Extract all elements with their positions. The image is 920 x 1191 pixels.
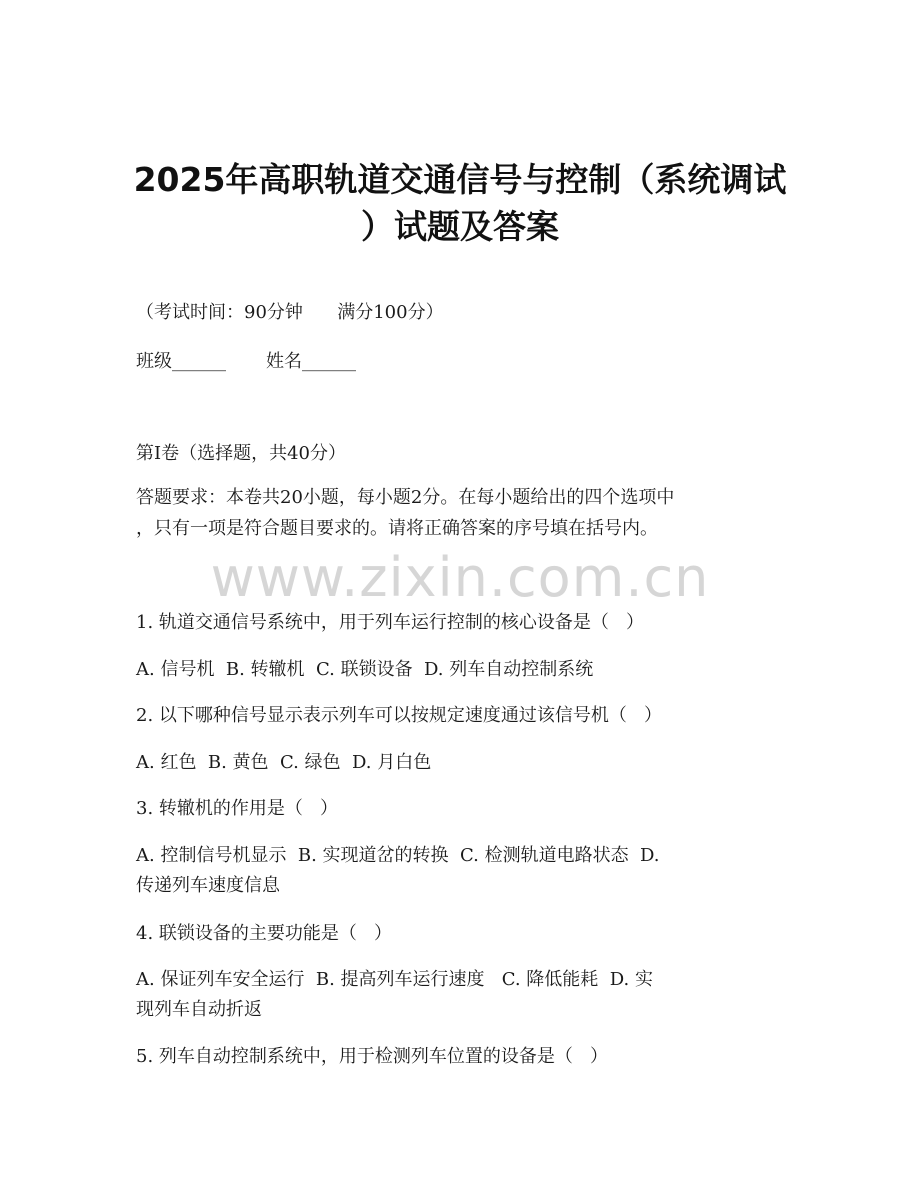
question-2-options: A. 红色 B. 黄色 C. 绿色 D. 月白色	[136, 752, 432, 773]
class-name-fields: 班级______ 姓名______	[136, 351, 357, 372]
document-title-line2: ）试题及答案	[361, 207, 559, 246]
exam-info: （考试时间：90分钟 满分100分）	[136, 302, 444, 323]
question-4-options-line2: 现列车自动折返	[136, 999, 262, 1020]
question-3-stem: 3. 转辙机的作用是（ ）	[136, 798, 339, 819]
question-3-options-line2: 传递列车速度信息	[136, 875, 280, 896]
question-4-options-line1: A. 保证列车安全运行 B. 提高列车运行速度 C. 降低能耗 D. 实	[136, 969, 653, 990]
instructions-line1: 答题要求：本卷共20小题，每小题2分。在每小题给出的四个选项中	[136, 487, 675, 508]
instructions-line2: ，只有一项是符合题目要求的。请将正确答案的序号填在括号内。	[136, 518, 658, 539]
question-2-stem: 2. 以下哪种信号显示表示列车可以按规定速度通过该信号机（ ）	[136, 705, 663, 726]
question-1-options: A. 信号机 B. 转辙机 C. 联锁设备 D. 列车自动控制系统	[136, 659, 594, 680]
question-4-stem: 4. 联锁设备的主要功能是（ ）	[136, 923, 393, 944]
watermark: www.zixin.com.cn	[210, 546, 710, 609]
question-5-stem: 5. 列车自动控制系统中，用于检测列车位置的设备是（ ）	[136, 1046, 609, 1067]
document-title-line1: 2025年高职轨道交通信号与控制（系统调试	[133, 160, 787, 199]
section-heading: 第I卷（选择题，共40分）	[136, 443, 347, 464]
question-3-options-line1: A. 控制信号机显示 B. 实现道岔的转换 C. 检测轨道电路状态 D.	[136, 845, 660, 866]
question-1-stem: 1. 轨道交通信号系统中，用于列车运行控制的核心设备是（ ）	[136, 612, 645, 633]
